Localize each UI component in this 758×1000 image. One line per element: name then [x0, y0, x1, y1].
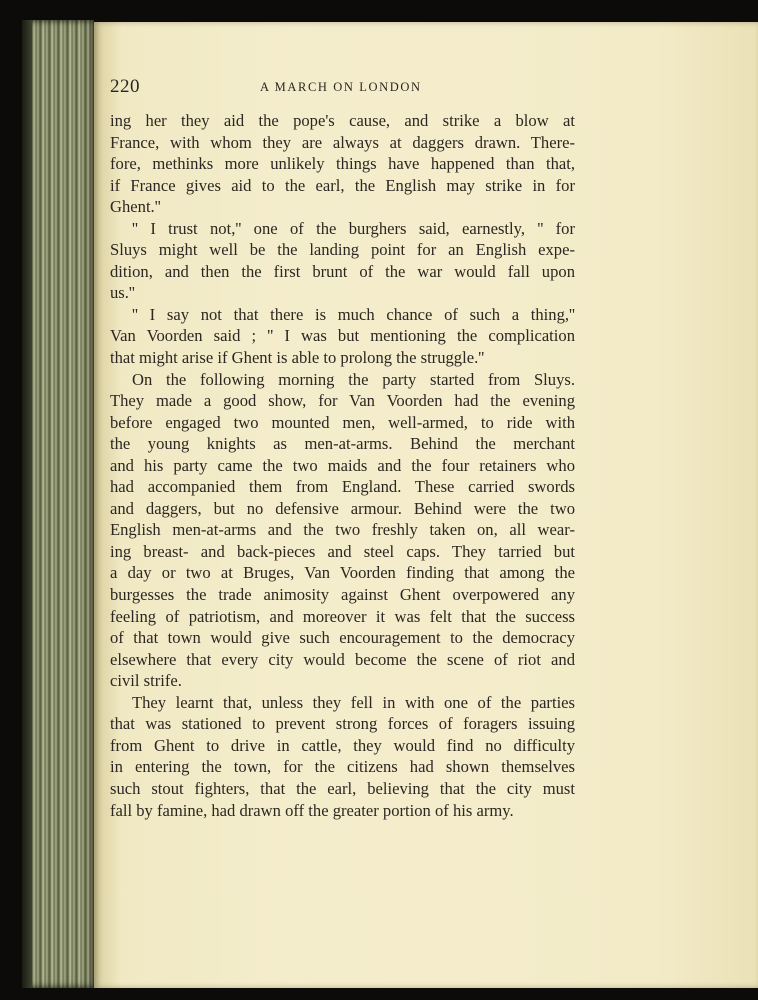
- paragraph: [110, 110, 575, 218]
- text-line: ing her they aid the pope's cause, and strike a blow at: [110, 111, 575, 130]
- paragraph: [110, 304, 575, 369]
- text-line: '' I say not that there is much chance of such a thing,'': [132, 304, 575, 324]
- text-line: civil strife.: [110, 671, 182, 691]
- text-line: On the following morning the party started from Sluys.: [132, 369, 575, 389]
- text-line: burgesses the trade animosity against Ghent overpowered any: [110, 585, 575, 605]
- text-line: Van Voorden said ; '' I was but mentioning the complication: [110, 326, 575, 346]
- text-line: elsewhere that every city would become the scene of riot and: [110, 649, 575, 669]
- paragraph: [110, 692, 575, 821]
- text-line: They learnt that, unless they fell in with one of the parties: [132, 692, 575, 712]
- text-line: '' I trust not,'' one of the burghers said, earnestly, '' for: [132, 218, 575, 238]
- text-line: had accompanied them from England. These carried swords: [110, 477, 575, 497]
- text-line: of that town would give such encouragement to the democracy: [110, 628, 575, 648]
- text-line: France, with whom they are always at daggers drawn. There-: [110, 132, 575, 152]
- text-line: and his party came the two maids and the four retainers who: [110, 455, 575, 475]
- text-line: that was stationed to prevent strong forces of foragers issuing: [110, 714, 575, 734]
- running-head: [110, 76, 550, 100]
- paragraph: [110, 369, 575, 692]
- text-line: feeling of patriotism, and moreover it was felt that the success: [110, 606, 575, 626]
- body-text: [110, 110, 575, 821]
- text-line: English men-at-arms and the two freshly taken on, all wear-: [110, 520, 575, 540]
- text-line: Sluys might well be the landing point for an English expe-: [110, 240, 575, 260]
- text-line: in entering the town, for the citizens had shown themselves: [110, 757, 575, 777]
- text-line: fore, methinks more unlikely things have happened than that,: [110, 154, 575, 174]
- text-line: They made a good show, for Van Voorden had the evening: [110, 391, 575, 411]
- running-title: A MARCH ON LONDON: [260, 80, 422, 94]
- text-line: Ghent.'': [110, 197, 161, 217]
- text-line: before engaged two mounted men, well-armed, to ride with: [110, 412, 575, 432]
- text-line: and daggers, but no defensive armour. Behind were the two: [110, 498, 575, 518]
- text-line: a day or two at Bruges, Van Voorden finding that among the: [110, 563, 575, 583]
- paragraph: [110, 218, 575, 304]
- text-line: from Ghent to drive in cattle, they would find no difficulty: [110, 735, 575, 755]
- text-line: us.'': [110, 283, 135, 303]
- book-page-edges: [22, 20, 94, 988]
- text-line: such stout fighters, that the earl, believing that the city must: [110, 778, 575, 798]
- text-line: fall by famine, had drawn off the greater portion of his army.: [110, 800, 514, 820]
- page-number: 220: [110, 76, 140, 97]
- text-line: that might arise if Ghent is able to prolong the struggle.'': [110, 348, 485, 368]
- text-line: dition, and then the first brunt of the war would fall upon: [110, 261, 575, 281]
- text-line: if France gives aid to the earl, the English may strike in for: [110, 175, 575, 195]
- text-line: the young knights as men-at-arms. Behind the merchant: [110, 434, 575, 454]
- text-line: ing breast- and back-pieces and steel caps. They tarried but: [110, 541, 575, 561]
